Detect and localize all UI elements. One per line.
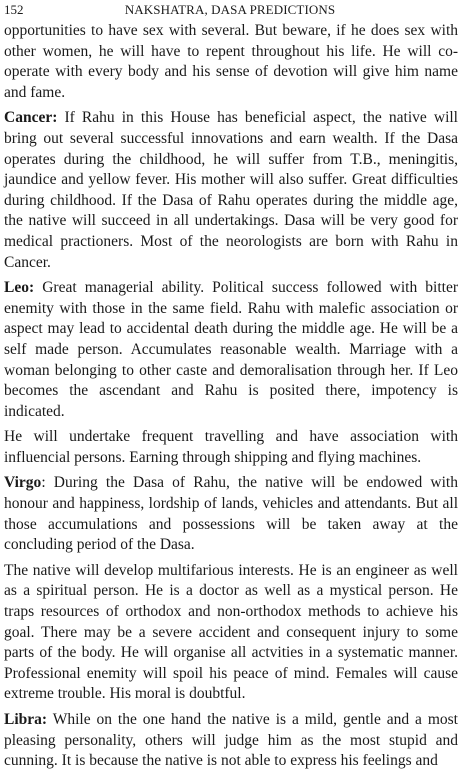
paragraph-cancer <box>4 108 458 273</box>
page-number: 152 <box>4 2 24 17</box>
paragraph-continuation <box>4 21 458 103</box>
paragraph-virgo-interests <box>4 561 458 705</box>
page-header <box>4 2 456 18</box>
paragraph-text: He will undertake frequent travelling and have association with influencial persons. Earning through shipping and flying machines. <box>4 428 458 466</box>
paragraph-virgo <box>4 473 458 555</box>
page-body <box>4 21 458 777</box>
paragraph-heading: Cancer: <box>4 109 58 127</box>
paragraph-text: : During the Dasa of Rahu, the native will be endowed with honour and happiness, lordship of lands, vehicles and attendants. But all those accumulations and possessions will be taken away at the concluding period of the Dasa. <box>4 474 458 554</box>
paragraph-text: The native will develop multifarious interests. He is an engineer as well as a spiritual person. He is a doctor as well as a mystical person. He traps resources of orthodox and non-orthodox methods to achieve his goal. There may be a severe accident and consequent injury to some parts of the body. He will organise all actvities in a systematic manner. Professional enemity will spoil his peace of mind. Females will cause extreme trouble. His moral is doubtful. <box>4 561 458 703</box>
paragraph-text: opportunities to have sex with several. But beware, if he does sex with other women, he will have to repent throughout his life. He will co-operate with every body and his sense of devotion will give him name and fame. <box>4 22 458 101</box>
paragraph-text: Great managerial ability. Political success followed with bitter enemity with those in the same field. Rahu with malefic association or aspect may lead to accidental death during the middle age. He will be a self made person. Accumulates reasonable wealth. Marriage with a woman belonging to other caste and demoralisation through her. If Leo becomes the ascendant and Rahu is posited there, impotency is indicated. <box>4 279 458 420</box>
paragraph-heading: Libra: <box>4 711 48 728</box>
running-title: NAKSHATRA, DASA PREDICTIONS <box>124 2 336 17</box>
paragraph-text: If Rahu in this House has beneficial aspect, the native will bring out several successful innovations and earn wealth. If the Dasa operates during the childhood, he will suffer from T.B., meningitis, jaundice and yellow fever. His mother will also suffer. Great difficulties during childhood. If the Dasa of Rahu operates during the middle age, the native will succeed in all undertakings. Dasa will be very good for medical practioners. Most of the neorologists are born with Rahu in Cancer. <box>4 109 458 271</box>
paragraph-heading: Leo: <box>4 279 35 297</box>
paragraph-leo <box>4 278 458 422</box>
paragraph-heading: Virgo <box>4 474 42 492</box>
paragraph-text: While on the one hand the native is a mild, gentle and a most pleasing personality, others will judge him as the most stupid and cunning. It is because the native is not able to express his feelings and <box>4 711 458 770</box>
paragraph-leo-travel <box>4 427 458 468</box>
paragraph-libra <box>4 710 458 772</box>
